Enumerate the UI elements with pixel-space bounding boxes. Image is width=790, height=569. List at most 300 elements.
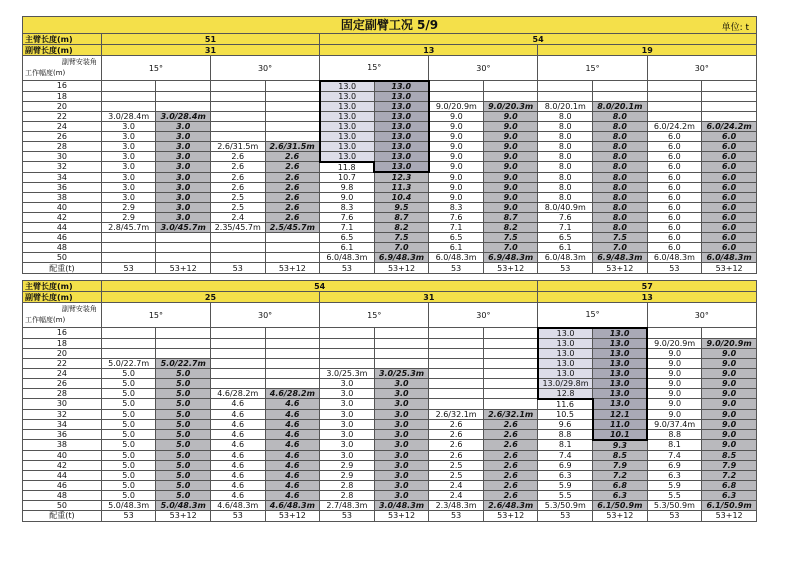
load-cell: 9.0 (647, 378, 702, 388)
load-cell: 6.0 (647, 223, 702, 233)
counterweight-value: 53 (320, 263, 375, 274)
jib-angle: 15° (538, 56, 647, 81)
load-cell: 7.4 (647, 450, 702, 460)
load-cell: 3.0 (101, 193, 156, 203)
load-cell: 6.1 (538, 243, 593, 253)
load-cell: 9.0 (483, 162, 538, 173)
load-cell: 7.0 (593, 243, 648, 253)
load-cell (374, 348, 429, 358)
load-cell: 9.0 (429, 183, 484, 193)
load-cell: 9.0 (483, 111, 538, 121)
load-cell: 10.1 (593, 429, 648, 440)
load-cell: 5.5 (647, 490, 702, 500)
load-cell: 13.0 (593, 328, 648, 339)
load-cell: 3.0/48.3m (374, 500, 429, 510)
unit-label: 单位: t (721, 23, 749, 33)
jib-length: 13 (538, 292, 757, 303)
load-cell: 2.6 (265, 172, 320, 183)
load-cell: 2.6 (483, 470, 538, 480)
load-cell (647, 81, 702, 92)
load-cell: 2.6 (429, 450, 484, 460)
radius-value: 16 (23, 81, 102, 92)
load-cell (702, 101, 757, 111)
load-cell: 4.6 (265, 409, 320, 419)
load-cell: 6.1/50.9m (702, 500, 757, 510)
load-cell (210, 233, 265, 243)
load-cell (429, 358, 484, 368)
load-cell: 2.6 (265, 203, 320, 213)
load-cell: 3.0 (156, 193, 211, 203)
load-cell: 13.0 (374, 162, 429, 173)
load-cell: 3.0 (101, 162, 156, 173)
load-cell: 5.0 (156, 440, 211, 451)
load-cell (156, 81, 211, 92)
load-cell (483, 378, 538, 388)
counterweight-value: 53+12 (374, 510, 429, 521)
load-cell: 8.0 (593, 141, 648, 151)
axis-header (23, 303, 102, 328)
load-cell (210, 121, 265, 131)
load-cell (265, 111, 320, 121)
load-cell: 4.6 (211, 429, 266, 440)
load-cell (702, 328, 757, 339)
counterweight-value: 53+12 (593, 510, 648, 521)
load-cell: 3.0 (374, 450, 429, 460)
jib-length: 13 (320, 45, 538, 56)
load-cell: 5.0 (101, 480, 156, 490)
load-cell: 6.3 (538, 470, 593, 480)
load-cell: 2.9 (320, 470, 375, 480)
load-cell: 8.0 (538, 183, 593, 193)
load-cell (702, 81, 757, 92)
radius-value: 46 (23, 233, 102, 243)
load-cell: 3.0 (156, 151, 211, 162)
load-cell (483, 91, 538, 101)
load-cell: 5.0 (156, 470, 211, 480)
load-cell: 7.5 (483, 233, 538, 243)
load-cell: 13.0 (538, 358, 593, 368)
load-cell: 8.0 (538, 151, 593, 162)
load-cell: 7.5 (593, 233, 648, 243)
load-cell: 13.0 (374, 81, 429, 92)
load-cell: 4.6/28.2m (211, 388, 266, 399)
load-cell (265, 243, 320, 253)
load-cell: 3.0 (101, 172, 156, 183)
load-cell: 3.0 (320, 388, 375, 399)
load-cell: 7.6 (429, 213, 484, 223)
load-cell: 3.0 (156, 141, 211, 151)
jib-length: 25 (101, 292, 319, 303)
load-cell (265, 338, 320, 348)
load-cell: 5.0/48.3m (156, 500, 211, 510)
load-cell: 8.8 (647, 429, 702, 440)
load-cell: 13.0 (320, 91, 375, 101)
load-cell: 5.0 (101, 388, 156, 399)
jib-angle: 15° (101, 303, 210, 328)
counterweight-value: 53+12 (702, 510, 757, 521)
load-cell: 8.0 (593, 223, 648, 233)
load-cell (101, 348, 156, 358)
counterweight-value: 53 (101, 263, 156, 274)
load-cell: 4.6 (265, 490, 320, 500)
load-cell: 5.0 (156, 429, 211, 440)
load-cell: 8.0 (593, 213, 648, 223)
counterweight-value: 53 (429, 263, 484, 274)
load-cell: 6.0 (702, 223, 757, 233)
radius-value: 50 (23, 253, 102, 263)
radius-value: 20 (23, 348, 102, 358)
load-cell (156, 328, 211, 339)
load-cell: 13.0 (593, 399, 648, 410)
jib-angle: 15° (101, 56, 210, 81)
load-cell: 3.0/28.4m (156, 111, 211, 121)
load-cell: 9.0/20.3m (483, 101, 538, 111)
load-cell: 3.0 (374, 409, 429, 419)
counterweight-value: 53 (320, 510, 375, 521)
load-cell: 4.6 (211, 419, 266, 429)
load-cell (211, 368, 266, 378)
radius-value: 44 (23, 223, 102, 233)
load-cell: 6.0 (647, 172, 702, 183)
load-cell: 6.9/48.3m (593, 253, 648, 263)
load-cell: 6.0 (647, 141, 702, 151)
load-cell (320, 358, 375, 368)
load-cell: 2.5/45.7m (265, 223, 320, 233)
load-cell: 9.0 (320, 193, 375, 203)
radius-value: 18 (23, 91, 102, 101)
load-cell: 6.0/24.2m (647, 121, 702, 131)
load-cell: 6.0 (647, 203, 702, 213)
counterweight-value: 53 (101, 510, 156, 521)
load-cell: 9.0 (483, 131, 538, 141)
load-cell: 2.6 (483, 490, 538, 500)
load-cell: 8.0/40.9m (538, 203, 593, 213)
load-cell: 9.0 (702, 419, 757, 429)
load-cell: 9.0 (647, 399, 702, 410)
counterweight-value: 53+12 (483, 510, 538, 521)
load-cell: 3.0 (320, 429, 375, 440)
load-cell (429, 328, 484, 339)
load-cell (265, 101, 320, 111)
load-cell: 3.0 (374, 378, 429, 388)
load-cell: 5.0 (156, 480, 211, 490)
load-cell: 2.6 (483, 450, 538, 460)
load-cell: 5.0/22.7m (101, 358, 156, 368)
load-cell: 9.0 (429, 193, 484, 203)
load-cell (210, 91, 265, 101)
load-cell: 4.6/28.2m (265, 388, 320, 399)
load-cell (265, 368, 320, 378)
load-cell (647, 91, 702, 101)
load-cell (210, 131, 265, 141)
load-cell (429, 378, 484, 388)
jib-angle: 30° (429, 56, 538, 81)
radius-value: 36 (23, 183, 102, 193)
load-cell: 12.1 (593, 409, 648, 419)
load-cell: 9.0 (429, 111, 484, 121)
load-cell (429, 338, 484, 348)
load-cell: 6.0 (702, 243, 757, 253)
load-cell: 10.5 (538, 409, 593, 419)
load-cell (210, 243, 265, 253)
load-cell (156, 233, 211, 243)
load-cell: 9.6 (538, 419, 593, 429)
load-cell: 13.0 (593, 388, 648, 399)
load-cell: 4.6 (265, 440, 320, 451)
load-cell: 6.1/50.9m (593, 500, 648, 510)
load-cell: 2.7/48.3m (320, 500, 375, 510)
load-cell: 3.0 (374, 429, 429, 440)
load-cell: 6.0 (647, 183, 702, 193)
load-cell (101, 81, 156, 92)
radius-value: 24 (23, 121, 102, 131)
load-cell (538, 81, 593, 92)
jib-length: 31 (320, 292, 538, 303)
load-cell: 7.4 (538, 450, 593, 460)
load-cell: 2.5 (210, 193, 265, 203)
load-cell: 6.1 (320, 243, 375, 253)
load-cell: 8.0 (538, 121, 593, 131)
jib-angle: 30° (429, 303, 538, 328)
load-cell (647, 111, 702, 121)
main-boom-length: 51 (101, 34, 319, 45)
load-cell: 2.9 (101, 213, 156, 223)
load-cell: 4.6 (211, 470, 266, 480)
load-cell: 11.0 (593, 419, 648, 429)
load-cell: 6.9/48.3m (483, 253, 538, 263)
load-table-2 (22, 280, 757, 522)
load-cell (593, 81, 648, 92)
load-cell: 13.0 (538, 348, 593, 358)
load-cell: 9.0 (483, 141, 538, 151)
jib-angle: 30° (210, 56, 319, 81)
load-cell: 2.4 (429, 490, 484, 500)
load-cell: 2.6/31.5m (265, 141, 320, 151)
jib-length: 19 (538, 45, 757, 56)
load-cell (429, 348, 484, 358)
load-cell: 10.4 (374, 193, 429, 203)
radius-value: 20 (23, 101, 102, 111)
load-cell (156, 101, 211, 111)
load-cell: 5.0 (156, 409, 211, 419)
load-cell: 6.0/24.2m (702, 121, 757, 131)
load-cell: 6.8 (593, 480, 648, 490)
load-cell: 3.0 (156, 172, 211, 183)
load-cell: 5.0 (101, 419, 156, 429)
load-cell: 6.0/48.3m (702, 253, 757, 263)
radius-value: 32 (23, 162, 102, 173)
load-cell: 11.3 (374, 183, 429, 193)
load-cell: 2.6 (483, 460, 538, 470)
load-cell: 3.0 (101, 131, 156, 141)
radius-value: 22 (23, 358, 102, 368)
load-cell: 6.5 (320, 233, 375, 243)
radius-value: 16 (23, 328, 102, 339)
load-cell: 9.0 (429, 162, 484, 173)
load-cell: 4.6 (265, 480, 320, 490)
load-cell: 13.0 (538, 338, 593, 348)
load-cell: 2.6 (210, 183, 265, 193)
counterweight-value: 53+12 (702, 263, 757, 274)
load-cell: 5.0 (156, 450, 211, 460)
load-cell: 9.0/37.4m (647, 419, 702, 429)
load-cell: 8.0 (593, 203, 648, 213)
load-cell: 13.0/29.8m (538, 378, 593, 388)
load-cell: 2.3/48.3m (429, 500, 484, 510)
load-cell: 6.0 (702, 183, 757, 193)
load-cell: 8.0 (538, 172, 593, 183)
load-cell (483, 81, 538, 92)
load-cell (101, 253, 156, 263)
counterweight-value: 53 (538, 263, 593, 274)
load-cell: 9.0 (483, 121, 538, 131)
load-cell: 5.0 (101, 399, 156, 410)
load-cell: 9.0 (702, 368, 757, 378)
load-cell: 6.0 (647, 213, 702, 223)
jib-length-label: 副臂长度(m) (23, 292, 102, 303)
load-cell: 7.6 (320, 213, 375, 223)
load-cell: 8.0 (593, 131, 648, 141)
load-cell: 6.3 (647, 470, 702, 480)
load-cell: 5.9 (538, 480, 593, 490)
load-cell: 8.0 (538, 193, 593, 203)
load-cell: 6.0 (702, 193, 757, 203)
load-cell: 4.6 (211, 440, 266, 451)
load-cell: 7.9 (702, 460, 757, 470)
load-cell: 5.0 (156, 378, 211, 388)
load-cell: 8.0 (538, 141, 593, 151)
load-cell: 9.0 (483, 193, 538, 203)
load-cell: 13.0 (320, 141, 375, 151)
counterweight-value: 53 (210, 263, 265, 274)
load-cell: 9.0 (483, 203, 538, 213)
load-cell: 9.8 (320, 183, 375, 193)
load-cell: 3.0 (101, 121, 156, 131)
load-cell: 5.0 (101, 440, 156, 451)
load-cell: 6.0 (647, 162, 702, 173)
counterweight-value: 53+12 (156, 510, 211, 521)
load-cell (211, 348, 266, 358)
load-cell (702, 111, 757, 121)
load-cell: 2.6 (483, 429, 538, 440)
load-cell: 6.0 (647, 193, 702, 203)
load-cell (210, 101, 265, 111)
load-cell: 3.0/25.3m (320, 368, 375, 378)
load-cell: 5.0 (101, 368, 156, 378)
load-cell: 9.0/20.9m (429, 101, 484, 111)
load-cell: 3.0/45.7m (156, 223, 211, 233)
load-cell: 4.6 (265, 399, 320, 410)
load-cell: 9.0 (702, 378, 757, 388)
load-cell: 3.0 (374, 419, 429, 429)
load-cell: 2.6 (483, 419, 538, 429)
counterweight-value: 53+12 (156, 263, 211, 274)
load-cell: 10.7 (320, 172, 375, 183)
load-cell: 5.0 (156, 490, 211, 500)
load-cell (101, 101, 156, 111)
load-cell (156, 348, 211, 358)
radius-value: 42 (23, 213, 102, 223)
load-cell: 5.0 (101, 470, 156, 480)
load-cell: 2.4 (429, 480, 484, 490)
axis-header (23, 56, 102, 81)
load-cell: 2.6 (483, 480, 538, 490)
load-cell: 9.0 (483, 151, 538, 162)
load-cell: 2.6 (210, 151, 265, 162)
load-cell: 2.6 (265, 183, 320, 193)
load-cell (101, 243, 156, 253)
load-cell: 2.6 (210, 172, 265, 183)
load-cell: 13.0 (320, 101, 375, 111)
counterweight-value: 53+12 (483, 263, 538, 274)
load-cell: 3.0 (374, 480, 429, 490)
load-cell (156, 91, 211, 101)
counterweight-value: 53 (647, 263, 702, 274)
load-cell: 3.0 (101, 183, 156, 193)
load-cell: 8.7 (374, 213, 429, 223)
load-cell: 3.0 (374, 440, 429, 451)
load-cell: 6.9/48.3m (374, 253, 429, 263)
load-cell: 7.0 (374, 243, 429, 253)
load-cell (483, 338, 538, 348)
load-cell: 13.0 (593, 348, 648, 358)
load-cell: 6.3 (702, 490, 757, 500)
load-cell: 13.0 (593, 368, 648, 378)
load-cell: 5.0 (156, 388, 211, 399)
load-cell: 9.0 (429, 121, 484, 131)
main-boom-length: 54 (320, 34, 757, 45)
load-cell: 6.9 (538, 460, 593, 470)
load-cell: 2.6/32.1m (483, 409, 538, 419)
main-boom-length: 57 (538, 281, 757, 292)
load-cell (483, 388, 538, 399)
load-cell: 5.0 (156, 419, 211, 429)
load-cell: 9.0 (647, 409, 702, 419)
load-cell (647, 101, 702, 111)
load-cell: 9.0 (702, 409, 757, 419)
load-cell: 13.0 (374, 141, 429, 151)
load-cell: 2.6 (483, 440, 538, 451)
load-cell (156, 243, 211, 253)
radius-value: 18 (23, 338, 102, 348)
counterweight-value: 53 (429, 510, 484, 521)
load-cell: 9.0 (702, 388, 757, 399)
load-cell (101, 233, 156, 243)
load-cell: 2.5 (210, 203, 265, 213)
load-cell: 13.0 (320, 81, 375, 92)
load-cell: 5.0 (101, 450, 156, 460)
load-cell: 2.9 (320, 460, 375, 470)
load-cell: 6.0/48.3m (429, 253, 484, 263)
load-cell: 13.0 (593, 338, 648, 348)
load-cell (210, 111, 265, 121)
load-table-1 (22, 16, 757, 274)
load-cell (702, 91, 757, 101)
load-cell: 3.0 (374, 490, 429, 500)
load-cell (647, 328, 702, 339)
load-cell: 6.0 (647, 243, 702, 253)
load-cell: 5.5 (538, 490, 593, 500)
radius-value: 32 (23, 409, 102, 419)
radius-value: 28 (23, 388, 102, 399)
load-cell (483, 348, 538, 358)
load-cell (156, 338, 211, 348)
load-cell: 6.8 (702, 480, 757, 490)
load-cell: 13.0 (374, 101, 429, 111)
load-cell: 13.0 (538, 328, 593, 339)
load-cell: 7.5 (374, 233, 429, 243)
load-cell (429, 91, 484, 101)
